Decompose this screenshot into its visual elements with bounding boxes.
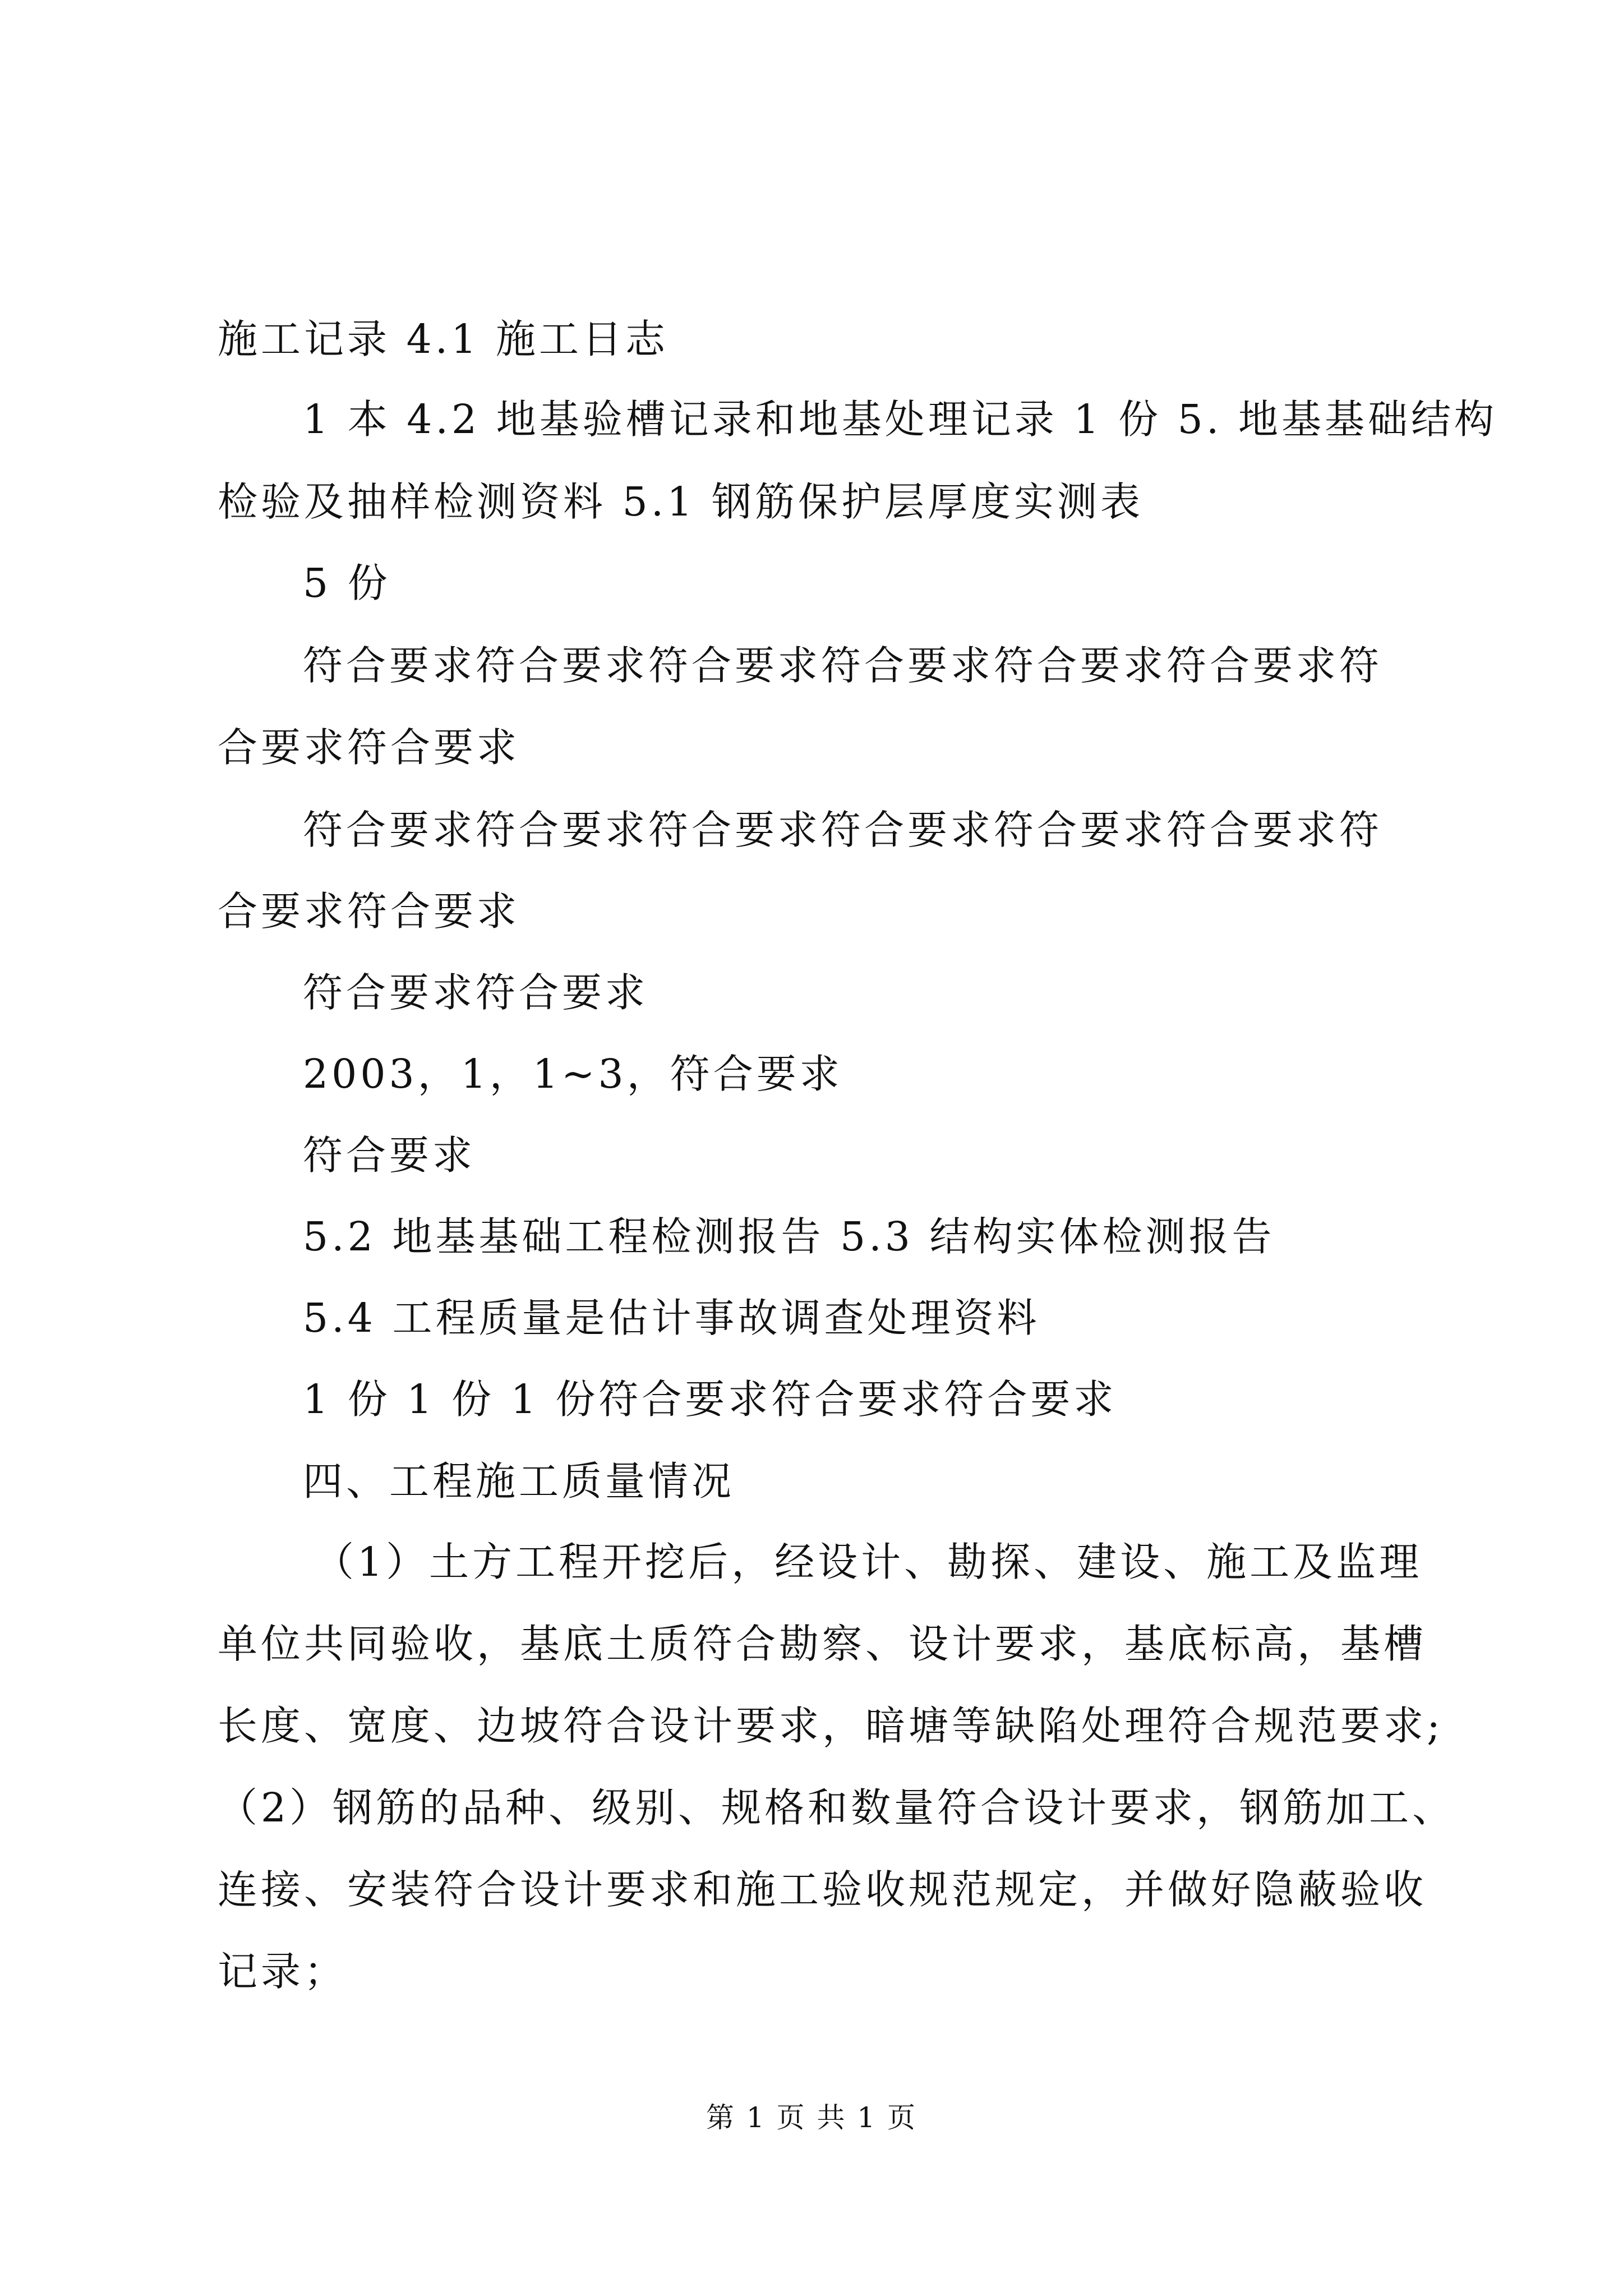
text-line: 符合要求符合要求符合要求符合要求符合要求符合要求符 [303, 807, 1383, 853]
text-line: 记录； [218, 1948, 348, 1995]
text-line: 长度、宽度、边坡符合设计要求，暗塘等缺陷处理符合规范要求; [218, 1703, 1444, 1749]
text-line: 四、工程施工质量情况 [303, 1458, 735, 1504]
text-line: 单位共同验收，基底土质符合勘察、设计要求，基底标高，基槽 [218, 1621, 1427, 1667]
text-line: 5.4 工程质量是估计事故调查处理资料 [303, 1295, 1040, 1341]
text-line: 1 本 4.2 地基验槽记录和地基处理记录 1 份 5. 地基基础结构 [303, 396, 1497, 443]
text-line: 1 份 1 份 1 份符合要求符合要求符合要求 [303, 1376, 1117, 1423]
text-line: 2003，1，1~3，符合要求 [303, 1051, 843, 1097]
page-number-footer: 第 1 页 共 1 页 [706, 2101, 917, 2134]
text-line: 5 份 [303, 560, 391, 606]
text-line: 检验及抽样检测资料 5.1 钢筋保护层厚度实测表 [218, 478, 1144, 525]
text-line: 5.2 地基基础工程检测报告 5.3 结构实体检测报告 [303, 1213, 1275, 1260]
text-line: （2）钢筋的品种、级别、规格和数量符合设计要求，钢筋加工、 [218, 1784, 1456, 1831]
text-line: 符合要求符合要求符合要求符合要求符合要求符合要求符 [303, 642, 1383, 689]
text-line: 符合要求符合要求 [303, 969, 649, 1016]
text-line: 合要求符合要求 [218, 724, 520, 771]
text-line: （1）土方工程开挖后，经设计、勘探、建设、施工及监理 [314, 1539, 1423, 1585]
text-line: 合要求符合要求 [218, 888, 520, 935]
text-line: 连接、安装符合设计要求和施工验收规范规定，并做好隐蔽验收 [218, 1866, 1427, 1913]
text-line: 施工记录 4.1 施工日志 [218, 316, 669, 362]
text-line: 符合要求 [303, 1132, 476, 1179]
